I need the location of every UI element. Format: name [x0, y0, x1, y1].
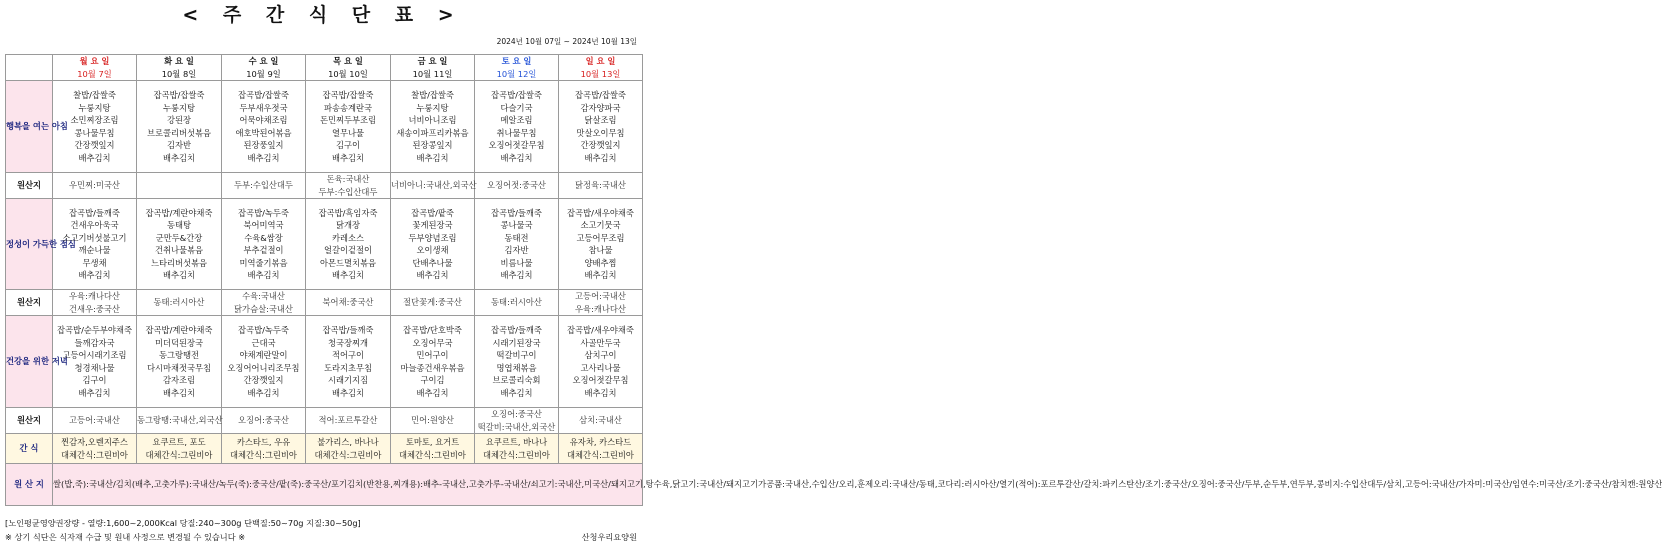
menu-item: 김자반	[166, 140, 192, 150]
menu-item: 찰밥/잡쌀죽	[411, 90, 454, 100]
menu-item: 간장깻잎지	[243, 375, 284, 385]
snack-item: 불가리스, 바나나	[317, 437, 379, 447]
day-header	[222, 55, 306, 81]
menu-item: 애호박된어볶음	[235, 127, 292, 138]
menu-item: 마늘종건새우볶음	[400, 362, 465, 373]
origin-item: 북어채:중국산	[322, 297, 374, 308]
menu-item: 배추김치	[331, 152, 365, 163]
menu-item: 돈민찌두부조림	[319, 115, 377, 125]
menu-item: 느타리버섯볶음	[150, 257, 208, 268]
menu-item: 파송송계란국	[323, 102, 373, 113]
snack-cell	[222, 434, 306, 464]
menu-item: 배추김치	[247, 152, 280, 163]
origin-cell	[222, 173, 306, 199]
meal-menu-cell	[306, 316, 391, 408]
day-name: 토 요 일	[501, 56, 532, 66]
day-name: 일 요 일	[585, 56, 616, 66]
snack-cell	[559, 434, 643, 464]
meal-menu-cell	[475, 81, 559, 173]
origin-cell	[559, 408, 643, 434]
menu-item: 다슬기국	[500, 102, 533, 113]
origin-item: 떡갈비:국내산,외국산	[477, 421, 556, 432]
origin-cell	[53, 290, 137, 316]
menu-item: 배추김치	[331, 270, 365, 280]
menu-item: 깨순나물	[78, 245, 111, 255]
origin-item: 수육:국내산	[242, 291, 285, 301]
menu-item: 양배추찜	[584, 257, 617, 268]
menu-item: 배추김치	[162, 387, 196, 398]
snack-item: 요쿠르트, 바나나	[485, 437, 548, 447]
menu-item: 민어구이	[416, 350, 449, 360]
menu-item: 고등어무조림	[576, 232, 625, 243]
meal-menu-cell	[137, 199, 222, 290]
origin-cell	[559, 290, 643, 316]
meal-label: 행복을 여는 아침	[6, 81, 53, 173]
menu-item: 오징어무국	[412, 337, 453, 348]
meal-row	[6, 81, 643, 173]
snack-cell	[53, 434, 137, 464]
menu-item: 누룽지탕	[78, 102, 111, 113]
menu-item: 잡곡밥/순두부야채죽	[57, 325, 132, 335]
meal-row	[6, 199, 643, 290]
menu-item: 맛살오이무침	[576, 127, 625, 138]
origin-item: 절단꽃게:중국산	[403, 297, 462, 308]
menu-item: 열무나물	[331, 127, 365, 138]
meal-label: 건강을 위한 저녁	[6, 316, 53, 408]
snack-item: 토마토, 요거트	[405, 437, 460, 447]
origin-row	[6, 173, 643, 199]
page-title: < 주 간 식 단 표 >	[182, 4, 463, 26]
menu-item: 잡곡밥/잡쌀죽	[153, 90, 205, 100]
day-name: 목 요 일	[333, 56, 363, 66]
menu-item: 오징어젓갈무침	[572, 375, 629, 385]
origin-cell	[559, 173, 643, 199]
menu-item: 미역줄기볶음	[239, 257, 288, 268]
origin-item: 너비아니:국내산,외국산	[391, 180, 477, 191]
menu-item: 잡곡밥/단호박죽	[403, 325, 462, 335]
meal-menu-cell	[222, 81, 306, 173]
weekly-menu-table	[5, 54, 1662, 506]
snack-item: 대체간식:그린비아	[230, 449, 297, 460]
origin-cell	[222, 290, 306, 316]
menu-item: 잡곡밥/계란야채죽	[145, 207, 213, 218]
origin-item: 고등어:국내산	[69, 415, 120, 426]
origin-cell	[137, 408, 222, 434]
menu-item: 배추김치	[500, 270, 533, 280]
snack-item: 유자차, 카스타드	[569, 437, 632, 447]
menu-item: 어묵야채조림	[239, 115, 288, 125]
menu-item: 소고기뭇국	[580, 220, 621, 230]
origin-item: 닭정육:국내산	[575, 180, 626, 191]
origin-cell	[391, 408, 475, 434]
menu-item: 간장깻잎지	[74, 140, 115, 150]
day-date: 10월 13일	[580, 68, 621, 79]
menu-item: 강된장	[166, 115, 192, 125]
day-name: 금 요 일	[417, 56, 448, 66]
menu-item: 감자조림	[162, 375, 196, 385]
meal-menu-cell	[137, 81, 222, 173]
origin-item: 오징어:중국산	[491, 409, 542, 419]
origin-item: 삼치:국내산	[579, 415, 622, 426]
menu-item: 건취나물볶음	[154, 245, 204, 255]
menu-item: 도라지초무침	[323, 362, 373, 373]
menu-item: 배추김치	[416, 270, 449, 280]
menu-item: 다시마채젓국무침	[146, 362, 212, 373]
menu-item: 찰밥/잡쌀죽	[73, 90, 116, 100]
meal-menu-cell	[559, 199, 643, 290]
origin-row	[6, 408, 643, 434]
origin-item: 건새우:중국산	[69, 303, 120, 314]
menu-item: 잡곡밥/잡쌀죽	[238, 90, 289, 100]
menu-item: 너비아니조림	[408, 115, 457, 125]
day-header	[559, 55, 643, 81]
snack-cell	[391, 434, 475, 464]
origin-item: 닭가슴살:국내산	[234, 303, 293, 314]
footer-origin-text: 쌀(밥,죽):국내산/김치(배추,고춧가루):국내산/녹두(죽):중국산/팥(죽):중국산/포기김치(반찬용,찌개용):배추-국내산,고춧가루-국내산/쇠고기:국내산,미국산/돼지고기,탕수육,닭고기:국내산/돼지고기가공품:국내산,수입산/오리,훈제오리:국내산/동태,코다리:러시아산/열기(적어):포르투갈산/갈치:파키스탄산/조기:중국산/오징어:중국산/두부,순두부,연두부,콩비지:수입산대두/삼치,고등어:국내산/가자미:미국산/임연수:미국산/조기:중국산/참치캔:원양산	[53, 464, 643, 506]
origin-label: 원산지	[6, 173, 53, 199]
origin-cell	[391, 290, 475, 316]
snack-item: 카스타드, 우유	[236, 437, 291, 447]
meal-menu-cell	[559, 316, 643, 408]
menu-item: 새송이파프리카볶음	[396, 127, 469, 138]
origin-item: 민어:원양산	[411, 415, 454, 426]
menu-item: 배추김치	[78, 270, 111, 280]
menu-item: 배추김치	[247, 270, 280, 280]
menu-item: 닭살조림	[584, 115, 617, 125]
menu-item: 잡곡밥/들깨죽	[69, 207, 120, 218]
menu-item: 무생채	[82, 257, 107, 268]
menu-item: 잡곡밥/들깨죽	[491, 325, 542, 335]
menu-item: 잡곡밥/계란야채죽	[145, 325, 213, 335]
menu-item: 야채계란말이	[239, 350, 288, 360]
day-date: 10월 8일	[161, 68, 197, 79]
menu-item: 삼치구이	[584, 350, 617, 360]
menu-item: 참나물	[588, 245, 613, 255]
origin-cell	[306, 408, 391, 434]
menu-item: 오이생채	[416, 245, 449, 255]
menu-item: 고사리나물	[580, 362, 621, 373]
day-header-row	[6, 55, 643, 81]
day-date: 10월 7일	[77, 68, 112, 79]
menu-item: 누룽지탕	[162, 102, 196, 113]
menu-item: 잡곡밥/새우야채죽	[567, 207, 634, 218]
menu-item: 건새우아욱국	[70, 220, 119, 230]
origin-item: 우육:캐나다산	[69, 291, 120, 301]
menu-item: 단배추나물	[412, 257, 453, 268]
menu-item: 고등어시래기조림	[62, 350, 127, 360]
origin-cell	[391, 173, 475, 199]
origin-item: 두부:수입산대두	[318, 186, 378, 197]
menu-item: 구이김	[420, 375, 445, 385]
menu-item: 근대국	[251, 337, 276, 348]
menu-item: 누룽지탕	[416, 102, 449, 113]
menu-item: 꽃게된장국	[412, 220, 453, 230]
meal-menu-cell	[391, 316, 475, 408]
menu-item: 배추김치	[162, 270, 196, 280]
day-header	[53, 55, 137, 81]
date-range: 2024년 10월 07일 ~ 2024년 10월 13일	[496, 37, 637, 46]
meal-menu-cell	[306, 199, 391, 290]
menu-item: 청국장찌개	[327, 337, 369, 348]
menu-item: 브로콜리숙회	[492, 375, 541, 385]
origin-label: 원산지	[6, 290, 53, 316]
origin-item: 동태:러시아산	[491, 297, 542, 308]
nutrition-note: [노인평균영양권장량 - 열량:1,600~2,000Kcal 당질:240~300g 단백질:50~70g 지질:30~50g]	[5, 518, 361, 528]
menu-item: 사골만두국	[580, 337, 621, 348]
origin-cell	[137, 290, 222, 316]
menu-item: 배추김치	[500, 152, 533, 163]
menu-item: 배추김치	[416, 387, 449, 398]
origin-cell	[475, 173, 559, 199]
day-header	[475, 55, 559, 81]
menu-item: 두부양념조림	[408, 232, 457, 243]
menu-item: 미더덕된장국	[154, 337, 204, 348]
origin-cell	[53, 173, 137, 199]
origin-cell	[306, 290, 391, 316]
snack-row	[6, 434, 643, 464]
meal-menu-cell	[475, 316, 559, 408]
origin-cell	[222, 408, 306, 434]
menu-item: 잡곡밥/녹두죽	[238, 207, 289, 218]
menu-item: 소고기버섯불고기	[62, 232, 127, 243]
meal-menu-cell	[222, 199, 306, 290]
menu-item: 잡곡밥/들깨죽	[491, 207, 542, 218]
origin-cell	[475, 290, 559, 316]
day-header	[306, 55, 391, 81]
snack-item: 대체간식:그린비아	[145, 449, 213, 460]
meal-row	[6, 316, 643, 408]
menu-item: 잡곡밥/잡쌀죽	[575, 90, 626, 100]
snack-item: 대체간식:그린비아	[567, 449, 634, 460]
menu-item: 배추김치	[162, 152, 196, 163]
menu-item: 잡곡밥/들깨죽	[322, 325, 374, 335]
origin-item: 동그랑땡:국내산,외국산	[137, 415, 223, 426]
meal-menu-cell	[559, 81, 643, 173]
menu-item: 김구이	[335, 140, 361, 150]
meal-menu-cell	[391, 199, 475, 290]
origin-cell	[475, 408, 559, 434]
menu-item: 취나물무침	[496, 127, 537, 138]
menu-item: 김구이	[82, 375, 107, 385]
menu-item: 부추겉절이	[243, 245, 284, 255]
menu-item: 배추김치	[416, 152, 449, 163]
menu-item: 배추김치	[584, 387, 617, 398]
menu-item: 배추김치	[500, 387, 533, 398]
snack-cell	[306, 434, 391, 464]
menu-item: 콩나물무침	[74, 127, 115, 138]
origin-item: 고등어:국내산	[575, 291, 626, 301]
menu-item: 비름나물	[500, 257, 533, 268]
origin-item: 돈육:국내산	[326, 174, 370, 184]
menu-item: 소민찌장조림	[70, 115, 119, 125]
menu-item: 배추김치	[584, 152, 617, 163]
menu-item: 콩나물국	[500, 220, 533, 230]
footer-origin-label: 원 산 지	[6, 464, 53, 506]
day-name: 화 요 일	[164, 56, 194, 66]
menu-item: 오징어젓갈무침	[488, 140, 545, 150]
corner-cell	[6, 55, 53, 81]
menu-item: 잡곡밥/잡쌀죽	[491, 90, 542, 100]
menu-item: 카레소스	[331, 232, 365, 243]
menu-item: 메알조림	[500, 115, 533, 125]
day-date: 10월 11일	[412, 68, 453, 79]
origin-item: 오징어:중국산	[238, 415, 289, 426]
origin-item: 오징어젓:중국산	[487, 180, 546, 191]
menu-item: 된장풍잎지	[243, 140, 284, 150]
origin-label: 원산지	[6, 408, 53, 434]
menu-item: 브로콜리버섯볶음	[146, 127, 212, 138]
menu-item: 오징어어니리조무침	[227, 362, 300, 373]
snack-label: 간 식	[6, 434, 53, 464]
menu-item: 동태전	[504, 232, 529, 243]
meal-menu-cell	[222, 316, 306, 408]
day-name: 수 요 일	[248, 56, 279, 66]
menu-item: 배추김치	[247, 387, 280, 398]
menu-item: 두부새우젓국	[239, 102, 288, 113]
origin-item: 적어:포르투갈산	[318, 415, 378, 426]
change-notice: ※ 상기 식단은 식자재 수급 및 원내 사정으로 변경될 수 있습니다 ※	[5, 532, 246, 542]
meal-menu-cell	[137, 316, 222, 408]
menu-item: 배추김치	[78, 152, 111, 163]
menu-item: 배추김치	[584, 270, 617, 280]
snack-cell	[137, 434, 222, 464]
menu-item: 감자양파국	[580, 102, 621, 113]
menu-item: 수육&쌈장	[244, 232, 283, 243]
snack-item: 대체간식:그린비아	[314, 449, 382, 460]
menu-item: 잡곡밥/새우야채죽	[567, 325, 634, 335]
snack-item: 찐감자,오렌지주스	[61, 437, 128, 447]
menu-item: 배추김치	[331, 387, 365, 398]
menu-item: 명엽채볶음	[496, 362, 537, 373]
day-date: 10월 12일	[496, 68, 537, 79]
meal-label: 정성이 가득한 점심	[6, 199, 53, 290]
menu-item: 김자반	[504, 245, 529, 255]
menu-item: 군만두&간장	[155, 232, 203, 243]
menu-item: 시래기된장국	[492, 337, 541, 348]
origin-item: 두부:수입산대두	[234, 180, 293, 191]
menu-item: 동태탕	[166, 220, 192, 230]
origin-cell	[53, 408, 137, 434]
menu-item: 청경채나물	[74, 362, 115, 373]
meal-menu-cell	[391, 81, 475, 173]
origin-row	[6, 290, 643, 316]
menu-item: 북어미역국	[243, 220, 284, 230]
origin-item: 동태:러시아산	[153, 297, 205, 308]
menu-item: 잡곡밥/팥죽	[411, 207, 454, 218]
meal-menu-cell	[475, 199, 559, 290]
menu-item: 잡곡밥/녹두죽	[238, 325, 289, 335]
day-header	[391, 55, 475, 81]
menu-item: 적어구이	[331, 350, 365, 360]
day-name: 월 요 일	[79, 56, 110, 66]
snack-item: 대체간식:그린비아	[61, 449, 128, 460]
origin-cell	[306, 173, 391, 199]
origin-item: 우민찌:미국산	[69, 180, 120, 191]
snack-cell	[475, 434, 559, 464]
menu-item: 닭개장	[335, 220, 361, 230]
menu-item: 잡곡밥/잡쌀죽	[322, 90, 374, 100]
menu-item: 동그랑땡전	[158, 350, 200, 360]
organization-name: 산청우리요양원	[581, 532, 637, 542]
day-header	[137, 55, 222, 81]
menu-item: 아몬드멸치볶음	[319, 257, 377, 268]
menu-item: 시래기지짐	[327, 375, 369, 385]
menu-item: 떡갈비구이	[496, 350, 537, 360]
day-date: 10월 9일	[246, 68, 281, 79]
meal-menu-cell	[306, 81, 391, 173]
menu-item: 들깨감자국	[74, 337, 115, 348]
footer-origin-row	[6, 464, 643, 506]
snack-item: 요쿠르트, 포도	[152, 437, 206, 447]
origin-cell	[137, 173, 222, 199]
snack-item: 대체간식:그린비아	[483, 449, 550, 460]
snack-item: 대체간식:그린비아	[399, 449, 466, 460]
menu-item: 잡곡밥/흑임자죽	[318, 207, 378, 218]
menu-item: 배추김치	[78, 387, 111, 398]
day-date: 10월 10일	[328, 68, 368, 79]
menu-item: 된장콩잎지	[412, 140, 453, 150]
menu-item: 얼갈이겉절이	[323, 245, 373, 255]
origin-item: 우육:캐나다산	[575, 303, 626, 314]
menu-item: 간장깻잎지	[580, 140, 621, 150]
